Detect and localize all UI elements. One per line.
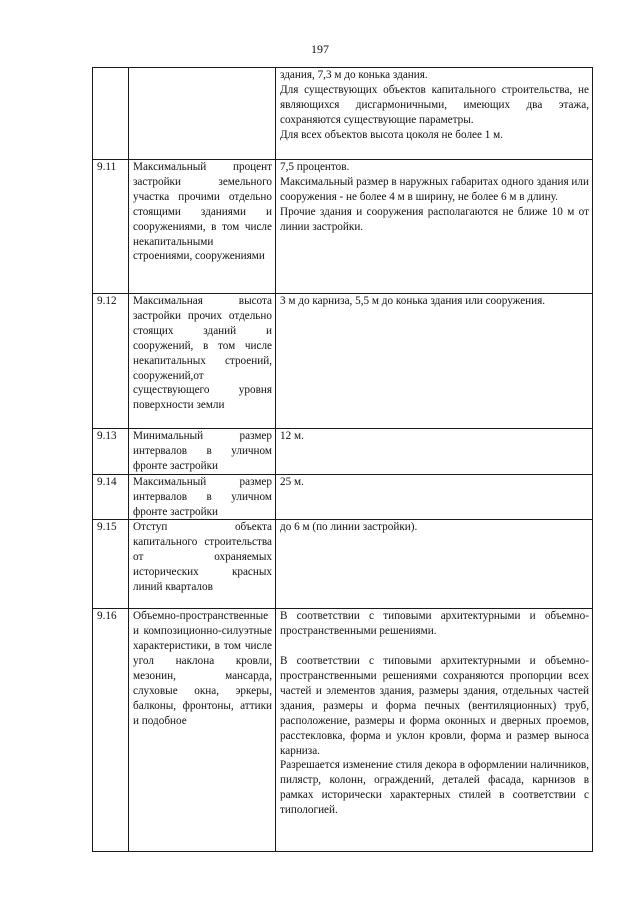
table-row [93,520,593,609]
paragraph-gap [280,639,589,654]
regulations-table [92,67,593,852]
value-paragraph: Для всех объектов высота цоколя не более 1 м. [280,128,504,141]
row-number: 9.13 [93,429,129,475]
parameter-value [276,160,593,294]
table-row [93,609,593,852]
row-number: 9.16 [93,609,129,852]
parameter-value [276,68,593,160]
row-number [93,68,129,160]
parameter-name: Отступ объекта капитального строительства от охраняемых исторических красных линий кварталов [129,520,276,609]
value-paragraph: до 6 м (по линии застройки). [280,521,418,534]
table-row [93,160,593,294]
value-paragraph: 25 м. [280,475,304,488]
parameter-value [276,520,593,609]
parameter-value [276,609,593,852]
parameter-value [276,294,593,429]
value-paragraph: 12 м. [280,430,304,442]
page-number: 197 [311,42,329,56]
value-paragraph: Разрешается изменение стиля декора в оформлении наличников, пилястр, колонн, ограждений, деталей фасада, карнизов в рамках исторически характерных стилей в соответствии с типологией. [280,759,589,817]
parameter-name: Минимальный размер интервалов в уличном фронте застройки [129,429,276,475]
parameter-value [276,474,593,520]
parameter-name: Объемно-пространственные и композиционно-силуэтные характеристики, в том числе угол наклона кровли, мезонин, мансарда, слуховые окна, эркеры, балконы, фронтоны, аттики и подобное [129,609,276,852]
parameter-name: Максимальный размер интервалов в уличном фронте застройки [129,474,276,520]
value-paragraph: Для существующих объектов капитального строительства, не являющихся дисгармоничными, имеющих два этажа, сохраняются существующие параметры. [280,83,589,126]
parameter-value [276,429,593,475]
table-row [93,474,593,520]
row-number: 9.14 [93,474,129,520]
value-paragraph: Прочие здания и сооружения располагаются не ближе 10 м от линии застройки. [280,205,589,233]
row-number: 9.15 [93,520,129,609]
parameter-name [129,68,276,160]
value-paragraph: В соответствии с типовыми архитектурными и объемно-пространственными решениями сохраняются пропорции всех частей и элементов здания, размеры здания, отдельных частей здания, размеры и форма печных (вентиляционных) труб, расположение, размеры и форма оконных и дверных проемов, расстекловка, форма и уклон кровли, форма и размер выноса карниза. [280,655,589,757]
value-paragraph: В соответствии с типовыми архитектурными и объемно-пространственными решениями. [280,610,589,638]
row-number: 9.11 [93,160,129,294]
value-paragraph: 3 м до карниза, 5,5 м до конька здания или сооружения. [280,295,546,307]
table-row [93,429,593,475]
parameter-name: Максимальная высота застройки прочих отдельно стоящих зданий и сооружений, в том числе некапитальных строений, сооружений,от существующего уровня поверхности земли [129,294,276,429]
value-paragraph: Максимальный размер в наружных габаритах одного здания или сооружения - не более 4 м в ширину, не более 6 м в длину. [280,175,589,203]
row-number: 9.12 [93,294,129,429]
table-row [93,294,593,429]
value-paragraph: здания, 7,3 м до конька здания. [280,69,428,81]
table-row [93,68,593,160]
value-paragraph: 7,5 процентов. [280,161,350,173]
parameter-name: Максимальный процент застройки земельного участка прочими отдельно стоящими зданиями и сооружениями, в том числе некапитальными строениями, сооружениями [129,160,276,294]
